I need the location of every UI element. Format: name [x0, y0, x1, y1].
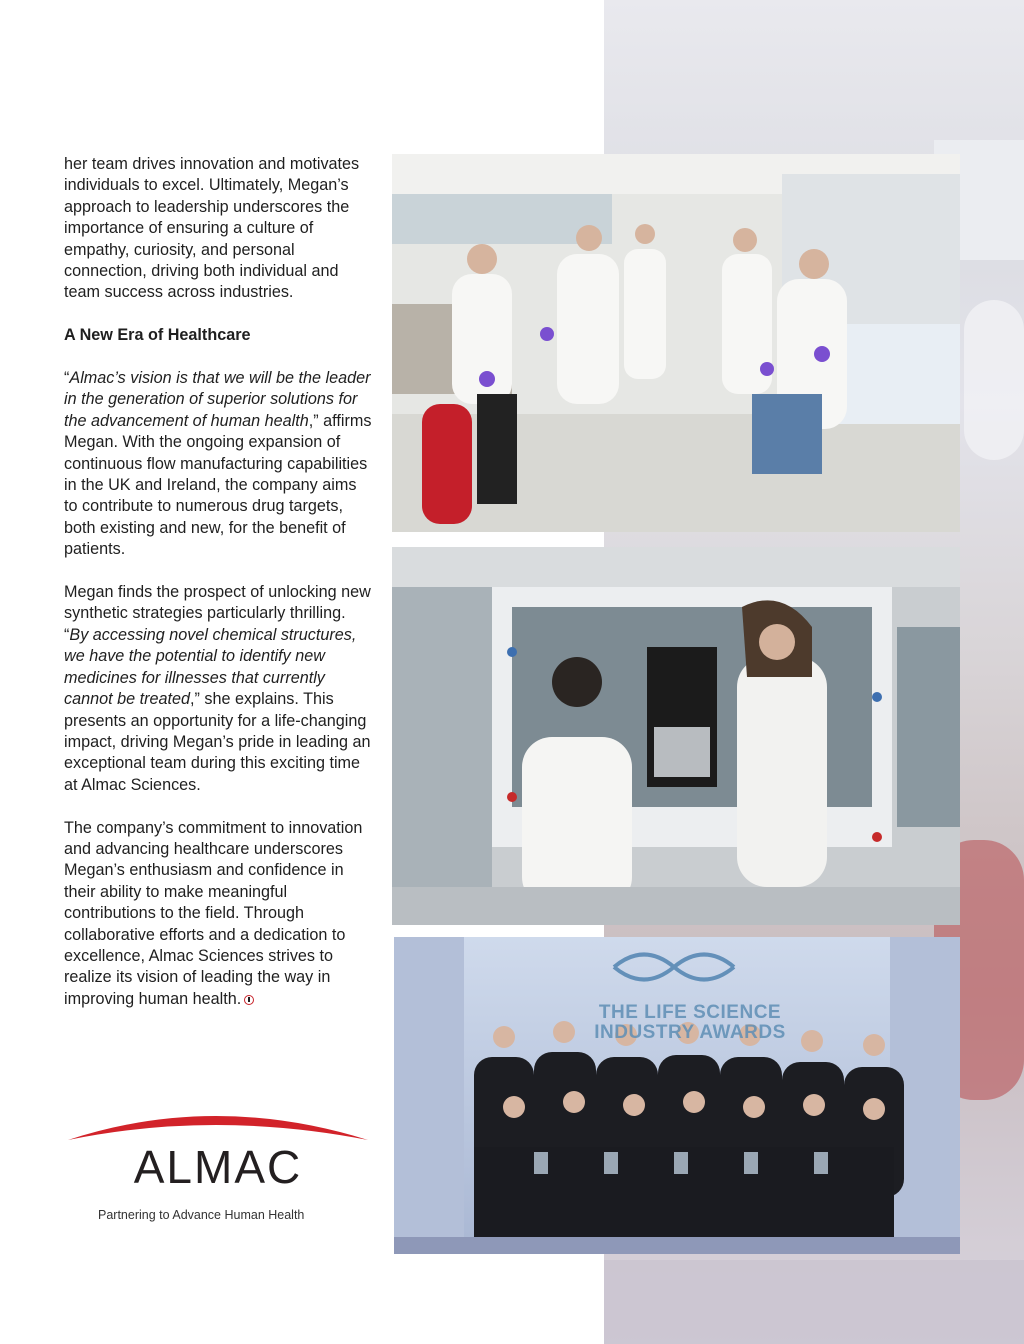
award-banner-line2: INDUSTRY AWARDS — [594, 1022, 786, 1043]
award-banner-line1: THE LIFE SCIENCE — [598, 1002, 782, 1023]
paragraph-leadership: her team drives innovation and motivates individuals to excel. Ultimately, Megan’s approach to leadership underscores the importance of ensuring a culture of empathy, curiosity, and personal connection, driving both individual and team success across industries. — [64, 155, 360, 302]
logo-wordmark: ALMAC — [133, 1141, 303, 1193]
section-heading: A New Era of Healthcare — [64, 326, 251, 345]
vision-quote: Almac’s vision is that we will be the leader in the generation of superior solutions for the advancement of human health — [64, 369, 371, 430]
almac-logo — [64, 1106, 372, 1226]
strategies-quote: By accessing novel chemical structures, we have the potential to identify new medicines for illnesses that currently cannot be treated — [64, 625, 357, 709]
almac-logo-graphic — [64, 1106, 372, 1206]
photo-lab-team — [392, 154, 960, 532]
logo-arc — [68, 1116, 368, 1140]
photo-award-group — [394, 937, 960, 1254]
end-of-article-icon — [244, 995, 254, 1005]
logo-tagline: Partnering to Advance Human Health — [98, 1208, 305, 1222]
photo-fume-hood — [392, 547, 960, 925]
award-banner — [580, 1003, 800, 1043]
paragraph-vision: “Almac’s vision is that we will be the leader in the generation of superior solutions for the advancement of human health,” affirms Megan. With the ongoing expansion of continuous flow manufacturing capabilities in the UK and Ireland, the company aims to contribute to numerous drug targets, both existing and new, for the benefit of patients. — [64, 369, 372, 559]
article-body — [64, 154, 374, 1032]
paragraph-commitment: The company’s commitment to innovation and advancing healthcare underscores Megan’s enthusiasm and confidence in their ability to make meaningful contributions to the field. Through collaborative efforts and a dedication to excellence, Almac Sciences strives to realize its vision of leading the way in improving human health. — [64, 818, 363, 1008]
paragraph-strategies: Megan finds the prospect of unlocking new synthetic strategies particularly thrilling. “By accessing novel chemical structures, we have the potential to identify new medicines for illnesses that currently cannot be treated,” she explains. This presents an opportunity for a life-changing impact, driving Megan’s pride in leading an exceptional team during this exciting time at Almac Sciences. — [64, 583, 371, 794]
